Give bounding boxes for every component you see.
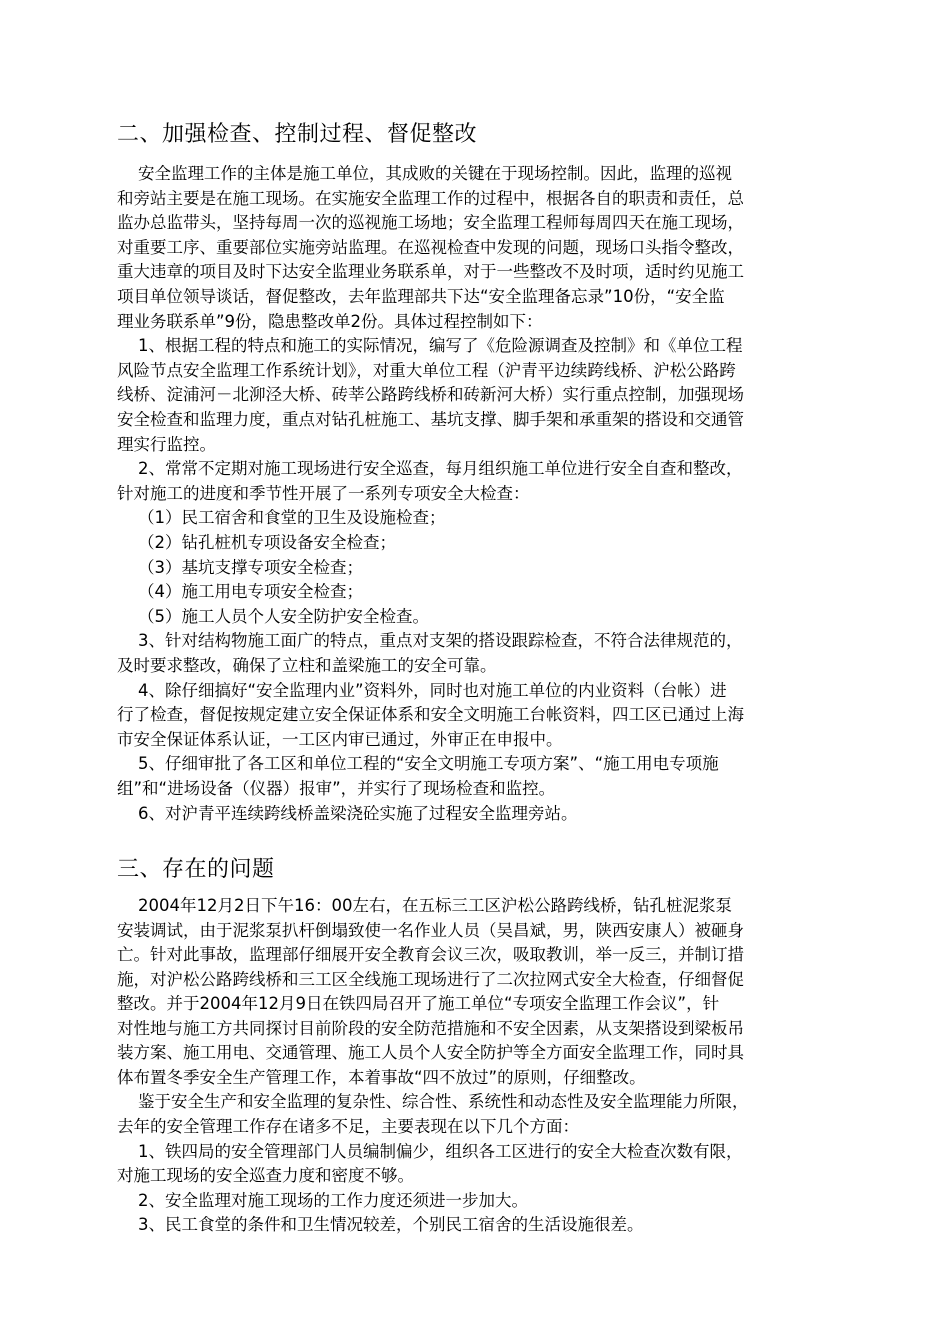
text-line: 施，对沪松公路跨线桥和三工区全线施工现场进行了二次拉网式安全大检查，仔细督促 — [117, 969, 744, 989]
text-line: 对重要工序、重要部位实施旁站监理。在巡视检查中发现的问题，现场口头指令整改， — [117, 237, 744, 257]
text-line: 重大违章的项目及时下达安全监理业务联系单，对于一些整改不及时项，适时约见施工 — [117, 262, 744, 282]
text-line: 亡。针对此事故，监理部仔细展开安全教育会议三次，吸取教训，举一反三，并制订措 — [117, 945, 744, 965]
text-line: 1、根据工程的特点和施工的实际情况，编写了《危险源调查及控制》和《单位工程 — [117, 336, 743, 356]
text-line: 组”和“进场设备（仪器）报审”，并实行了现场检查和监控。 — [117, 779, 556, 798]
text-line: 去年的安全管理工作存在诸多不足，主要表现在以下几个方面： — [117, 1116, 579, 1136]
text-line: 1、铁四局的安全管理部门人员编制偏少，组织各工区进行的安全大检查次数有限， — [117, 1141, 743, 1161]
text-line: 线桥、淀浦河－北泖泾大桥、砖莘公路跨线桥和砖新河大桥）实行重点控制，加强现场 — [117, 385, 744, 405]
text-line: 安全监理工作的主体是施工单位，其成败的关键在于现场控制。因此，监理的巡视 — [117, 164, 732, 183]
text-line: 安全检查和监理力度，重点对钻孔桩施工、基坑支撑、脚手架和承重架的搭设和交通管 — [117, 410, 744, 429]
text-line: 对施工现场的安全巡查力度和密度不够。 — [117, 1166, 414, 1186]
text-line: （2）钻孔桩机专项设备安全检查； — [117, 533, 396, 552]
text-line: 监办总监带头，坚持每周一次的巡视施工场地；安全监理工程师每周四天在施工现场， — [117, 213, 744, 233]
text-line: 项目单位领导谈话，督促整改，去年监理部共下达“安全监理备忘录”10份，“安全监 — [117, 287, 725, 306]
text-line: （5）施工人员个人安全防护安全检查。 — [117, 606, 429, 626]
text-line: （1）民工宿舍和食堂的卫生及设施检查； — [117, 508, 446, 528]
text-line: 2、安全监理对施工现场的工作力度还须进一步加大。 — [117, 1190, 528, 1210]
section-heading-3: 三、存在的问题 — [117, 857, 275, 882]
text-line: 及时要求整改，确保了立柱和盖梁施工的安全可靠。 — [117, 656, 497, 675]
section-heading-2: 二、加强检查、控制过程、督促整改 — [117, 122, 478, 147]
text-line: 2004年12月2日下午16：00左右，在五标三工区沪松公路跨线桥，钻孔桩泥浆泵 — [117, 896, 732, 915]
text-line: 行了检查，督促按规定建立安全保证体系和安全文明施工台帐资料，四工区已通过上海 — [117, 705, 744, 725]
text-line: 体布置冬季安全生产管理工作，本着事故“四不放过”的原则，仔细整改。 — [117, 1067, 646, 1087]
text-line: 风险节点安全监理工作系统计划》，对重大单位工程（沪青平边续跨线桥、沪松公路跨 — [117, 360, 736, 380]
text-line: 和旁站主要是在施工现场。在实施安全监理工作的过程中，根据各自的职责和责任，总 — [117, 188, 744, 208]
text-line: 对性地与施工方共同探讨目前阶段的安全防范措施和不安全因素，从支架搭设到梁板吊 — [117, 1018, 744, 1038]
text-line: （4）施工用电专项安全检查； — [117, 582, 363, 602]
text-line: 4、除仔细搞好“安全监理内业”资料外，同时也对施工单位的内业资料（台帐）进 — [117, 680, 727, 700]
text-line: （3）基坑支撑专项安全检查； — [117, 557, 363, 577]
text-line: 6、对沪青平连续跨线桥盖梁浇砼实施了过程安全监理旁站。 — [117, 803, 578, 823]
text-line: 理业务联系单”9份，隐患整改单2份。具体过程控制如下： — [117, 311, 543, 331]
text-line: 3、针对结构物施工面广的特点，重点对支架的搭设跟踪检查，不符合法律规范的， — [117, 631, 743, 651]
text-line: 整改。并于2004年12月9日在铁四局召开了施工单位“专项安全监理工作会议”，针 — [117, 994, 720, 1014]
text-line: 鉴于安全生产和安全监理的复杂性、综合性、系统性和动态性及安全监理能力所限， — [117, 1092, 749, 1112]
text-line: 5、仔细审批了各工区和单位工程的“安全文明施工专项方案”、“施工用电专项施 — [117, 754, 719, 774]
text-line: 装方案、施工用电、交通管理、施工人员个人安全防护等全方面安全监理工作，同时具 — [117, 1043, 744, 1063]
text-line: 安装调试，由于泥浆泵扒杆倒塌致使一名作业人员（吴昌斌，男，陕西安康人）被砸身 — [117, 920, 744, 940]
text-line: 针对施工的进度和季节性开展了一系列专项安全大检查： — [117, 483, 530, 503]
text-line: 市安全保证体系认证，一工区内审已通过，外审正在申报中。 — [117, 729, 563, 749]
text-line: 3、民工食堂的条件和卫生情况较差，个别民工宿舍的生活设施很差。 — [117, 1215, 644, 1235]
text-line: 理实行监控。 — [117, 434, 216, 454]
text-line: 2、常常不定期对施工现场进行安全巡查，每月组织施工单位进行安全自查和整改， — [117, 459, 743, 479]
